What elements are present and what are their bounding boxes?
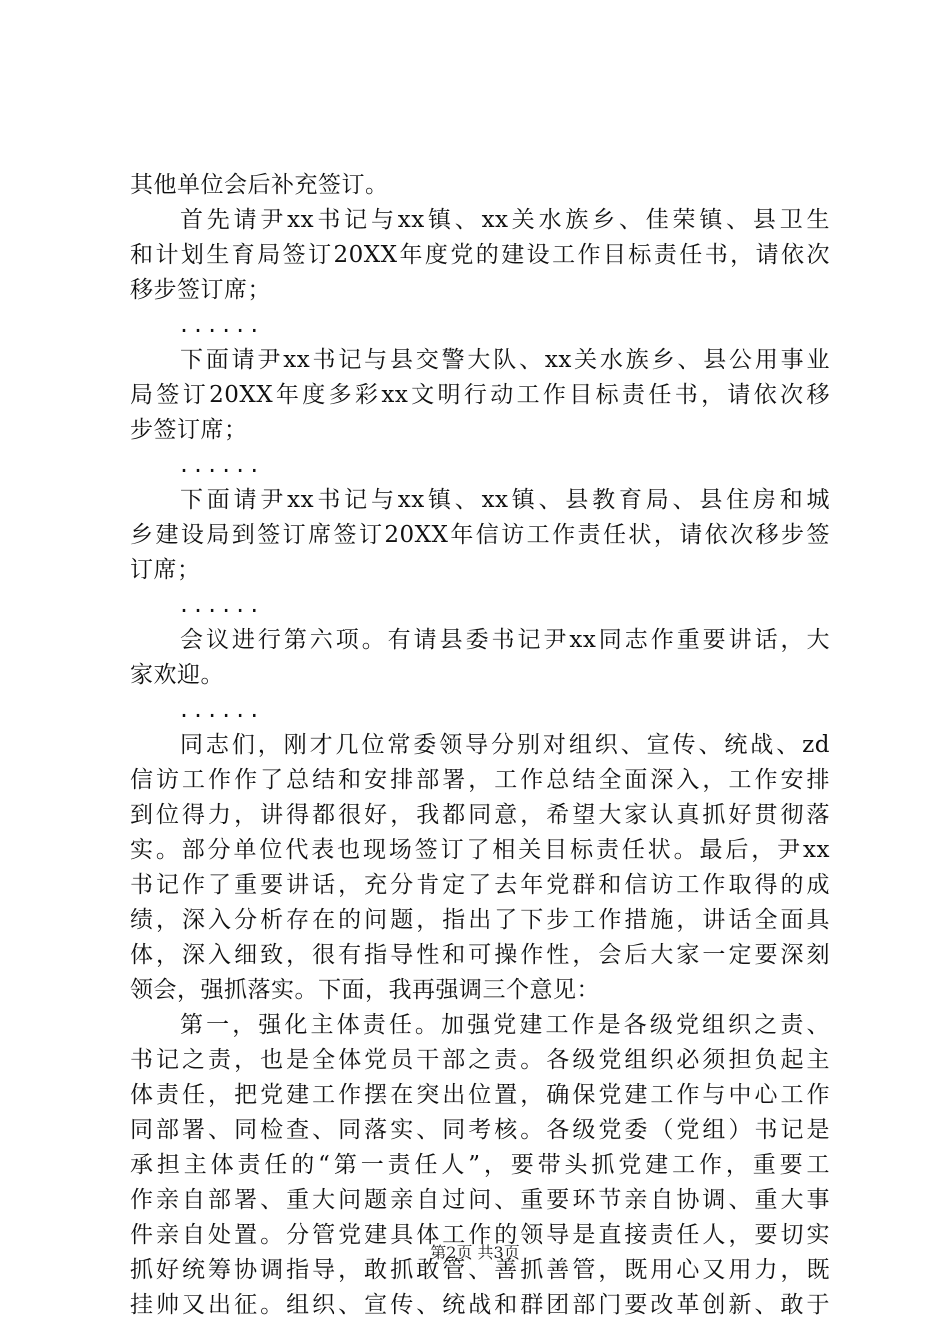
paragraph-first-line: 首先请尹xx书记与xx镇、xx关水族乡、佳荣镇、县卫生 — [180, 207, 830, 233]
paragraph-line: 其他单位会后补充签订。 — [130, 172, 389, 198]
paragraph-line: 绩，深入分析存在的问题，指出了下步工作措施，讲话全面具 — [130, 907, 830, 933]
ellipsis-line: ...... — [178, 453, 263, 477]
paragraph-line: 乡建设局到签订席签订20XX年信访工作责任状，请依次移步签 — [130, 522, 830, 548]
paragraph-line: 件亲自处置。分管党建具体工作的领导是直接责任人，要切实 — [130, 1222, 830, 1248]
document-body — [130, 168, 830, 1323]
ellipsis-line: ...... — [178, 313, 263, 337]
paragraph-first-line: 第一，强化主体责任。加强党建工作是各级党组织之责、 — [180, 1012, 830, 1038]
paragraph-first-line: 会议进行第六项。有请县委书记尹xx同志作重要讲话，大 — [180, 627, 830, 653]
paragraph-line: 作亲自部署、重大问题亲自过问、重要环节亲自协调、重大事 — [130, 1187, 830, 1213]
paragraph-line: 挂帅又出征。组织、宣传、统战和群团部门要改革创新、敢于 — [130, 1292, 830, 1318]
paragraph-line: 和计划生育局签订20XX年度党的建设工作目标责任书，请依次 — [130, 242, 830, 268]
paragraph-line: 抓好统筹协调指导，敢抓敢管、善抓善管，既用心又用力，既 — [130, 1257, 830, 1283]
ellipsis-line: ...... — [178, 593, 263, 617]
ellipsis-line: ...... — [178, 698, 263, 722]
paragraph-line: 订席； — [130, 557, 201, 583]
paragraph-line: 书记作了重要讲话，充分肯定了去年党群和信访工作取得的成 — [130, 872, 830, 898]
paragraph-line: 同部署、同检查、同落实、同考核。各级党委（党组）书记是 — [130, 1117, 830, 1143]
paragraph-line: 承担主体责任的“第一责任人”，要带头抓党建工作，重要工 — [130, 1152, 830, 1178]
paragraph-line: 局签订20XX年度多彩xx文明行动工作目标责任书，请依次移 — [130, 382, 830, 408]
paragraph-first-line: 下面请尹xx书记与县交警大队、xx关水族乡、县公用事业 — [180, 347, 830, 373]
paragraph-line: 步签订席； — [130, 417, 248, 443]
paragraph-first-line: 同志们，刚才几位常委领导分别对组织、宣传、统战、zd — [180, 732, 830, 758]
paragraph-line: 领会，强抓落实。下面，我再强调三个意见： — [130, 977, 600, 1003]
paragraph-line: 家欢迎。 — [130, 662, 224, 688]
paragraph-line: 体，深入细致，很有指导性和可操作性，会后大家一定要深刻 — [130, 942, 830, 968]
paragraph-line: 书记之责，也是全体党员干部之责。各级党组织必须担负起主 — [130, 1047, 830, 1073]
paragraph-line: 实。部分单位代表也现场签订了相关目标责任状。最后，尹xx — [130, 837, 830, 863]
paragraph-line: 体责任，把党建工作摆在突出位置，确保党建工作与中心工作 — [130, 1082, 830, 1108]
page-footer: 第2页 共3页 — [430, 1243, 520, 1262]
paragraph-line: 移步签订席； — [130, 277, 271, 303]
paragraph-first-line: 下面请尹xx书记与xx镇、xx镇、县教育局、县住房和城 — [180, 487, 830, 513]
paragraph-line: 信访工作作了总结和安排部署，工作总结全面深入，工作安排 — [130, 767, 830, 793]
paragraph-line: 到位得力，讲得都很好，我都同意，希望大家认真抓好贯彻落 — [130, 802, 830, 828]
